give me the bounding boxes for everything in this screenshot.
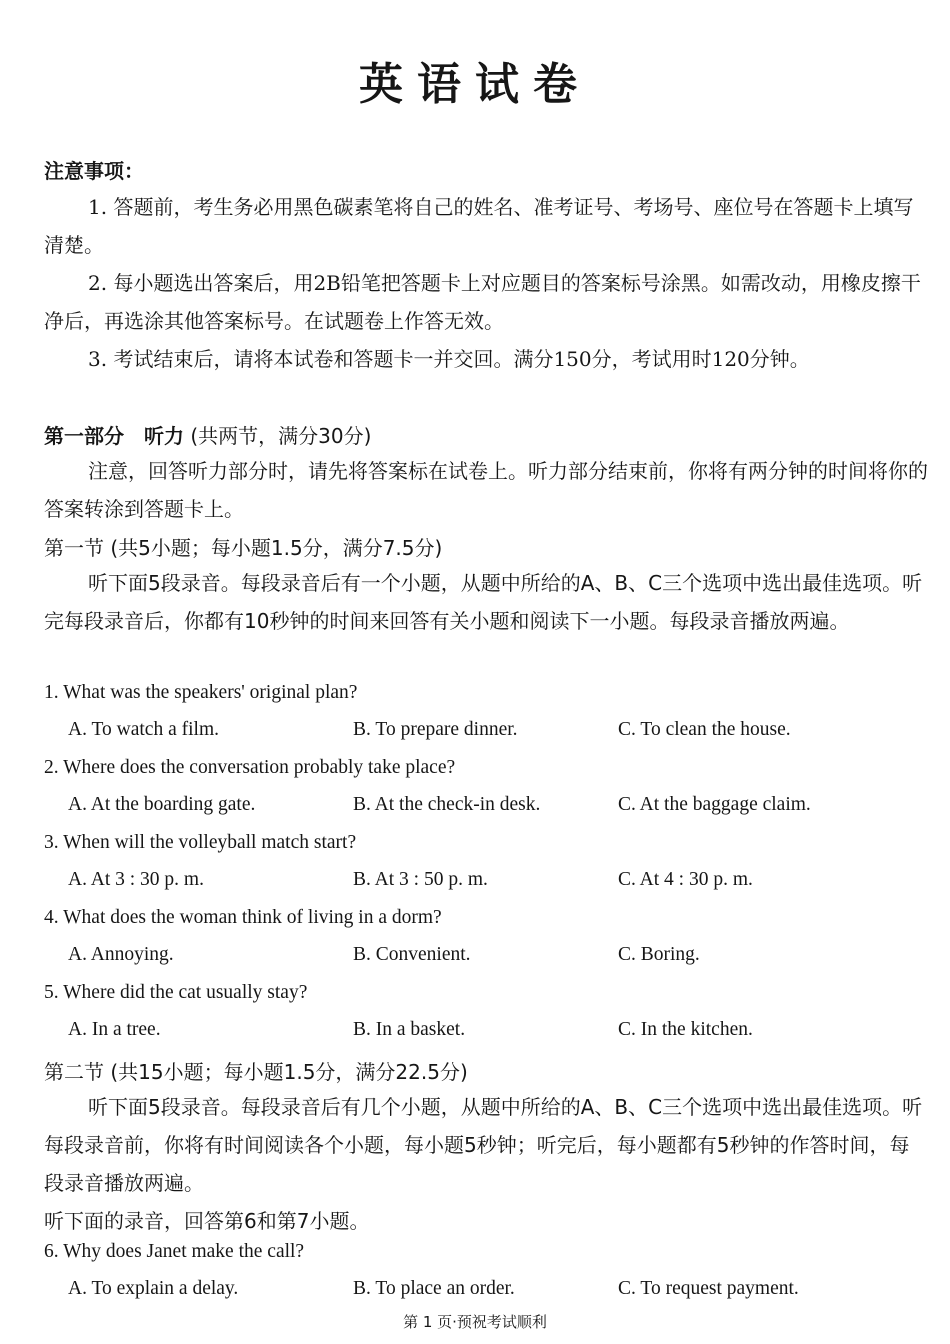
question-3: 3. When will the volleyball match start?: [44, 832, 357, 853]
option-a: A. In a tree.: [68, 1019, 161, 1040]
option-c: C. To clean the house.: [618, 719, 791, 740]
section2-instruction: 听下面5段录音。每段录音后有几个小题，从题中所给的A、B、C三个选项中选出最佳选项。听每段录音前，你将有时间阅读各个小题，每小题5秒钟；听完后，每小题都有5秒钟的作答时间，每段录音播放两遍。: [44, 1095, 923, 1195]
question-4-options: [68, 944, 928, 974]
part1-heading-title: 第一部分 听力: [44, 424, 184, 448]
option-b: B. At the check-in desk.: [353, 794, 541, 815]
part1-heading: [44, 420, 371, 449]
part1-instruction: 注意，回答听力部分时，请先将答案标在试卷上。听力部分结束前，你将有两分钟的时间将你的答案转涂到答题卡上。: [44, 459, 928, 521]
option-b: B. In a basket.: [353, 1019, 466, 1040]
question-1: 1. What was the speakers' original plan?: [44, 682, 358, 703]
notice-item-3: 3. 考试结束后，请将本试卷和答题卡一并交回。满分150分，考试用时120分钟。: [88, 347, 810, 371]
option-a: A. To explain a delay.: [68, 1278, 239, 1299]
option-c: C. To request payment.: [618, 1278, 799, 1299]
option-c: C. At 4 : 30 p. m.: [618, 869, 753, 890]
option-a: A. At the boarding gate.: [68, 794, 256, 815]
option-a: A. To watch a film.: [68, 719, 219, 740]
question-4: 4. What does the woman think of living in a dorm?: [44, 907, 442, 928]
section1-heading: 第一节 (共5小题；每小题1.5分，满分7.5分): [44, 536, 443, 560]
option-b: B. To prepare dinner.: [353, 719, 518, 740]
question-5: 5. Where did the cat usually stay?: [44, 982, 308, 1003]
option-a: A. Annoying.: [68, 944, 174, 965]
option-c: C. In the kitchen.: [618, 1019, 753, 1040]
section1-instruction: 听下面5段录音。每段录音后有一个小题，从题中所给的A、B、C三个选项中选出最佳选项。听完每段录音后，你都有10秒钟的时间来回答有关小题和阅读下一小题。每段录音播放两遍。: [44, 571, 923, 633]
option-b: B. To place an order.: [353, 1278, 515, 1299]
question-6: 6. Why does Janet make the call?: [44, 1241, 305, 1262]
option-a: A. At 3 : 30 p. m.: [68, 869, 204, 890]
option-c: C. At the baggage claim.: [618, 794, 811, 815]
notice-heading: 注意事项：: [44, 159, 144, 183]
notice-item-2: 2. 每小题选出答案后，用2B铅笔把答题卡上对应题目的答案标号涂黑。如需改动，用橡皮擦干净后，再选涂其他答案标号。在试题卷上作答无效。: [44, 271, 921, 333]
section2-subhead: 听下面的录音，回答第6和第7小题。: [44, 1209, 370, 1233]
notice-item-1: 1. 答题前，考生务必用黑色碳素笔将自己的姓名、准考证号、考场号、座位号在答题卡上填写清楚。: [44, 195, 914, 257]
section2-heading: 第二节 (共15小题；每小题1.5分，满分22.5分): [44, 1060, 468, 1084]
question-6-options: [68, 1278, 928, 1308]
question-2: 2. Where does the conversation probably take place?: [44, 757, 456, 778]
question-1-options: [68, 719, 928, 749]
question-5-options: [68, 1019, 928, 1049]
page-footer: 第 1 页·预祝考试顺利: [403, 1313, 547, 1331]
option-b: B. Convenient.: [353, 944, 471, 965]
question-3-options: [68, 869, 928, 899]
option-c: C. Boring.: [618, 944, 700, 965]
page-title: 英语试卷: [359, 59, 591, 110]
part1-heading-note: (共两节，满分30分): [190, 424, 372, 448]
option-b: B. At 3 : 50 p. m.: [353, 869, 488, 890]
question-2-options: [68, 794, 928, 824]
